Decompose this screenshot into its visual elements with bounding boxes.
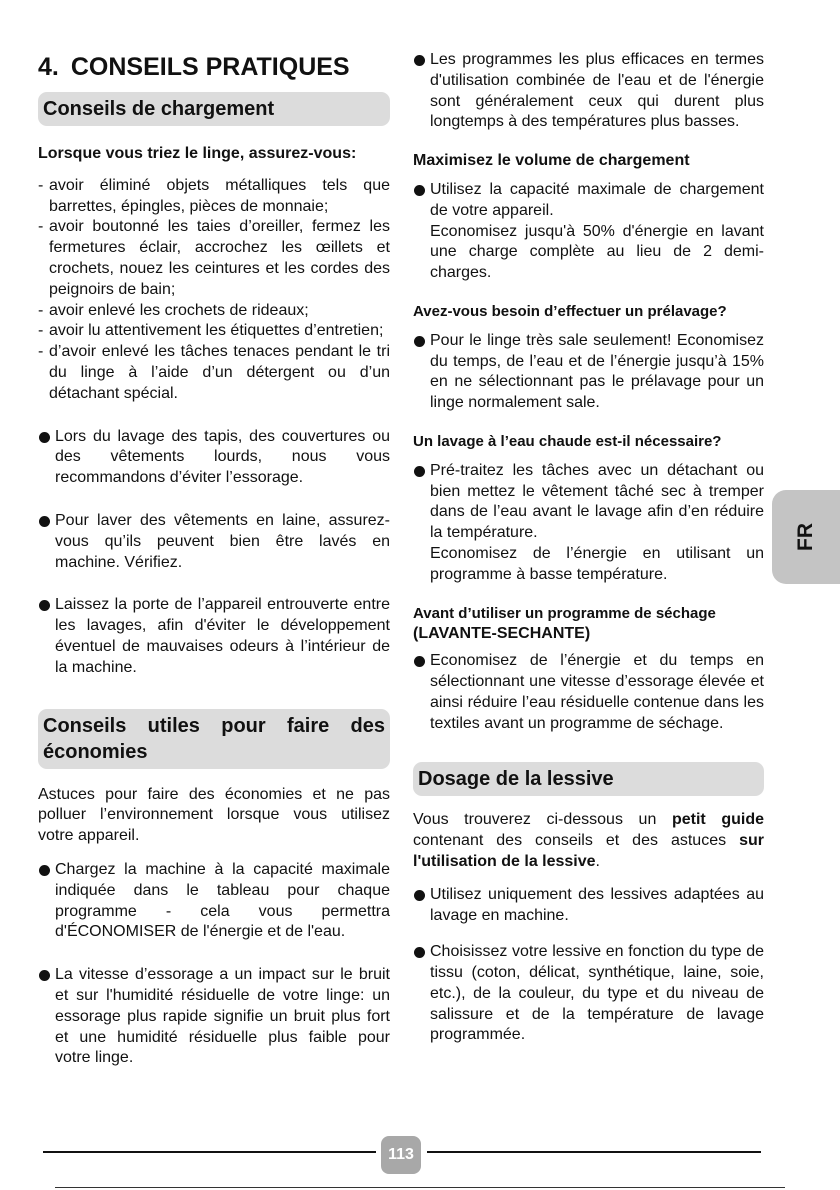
section-heading-chargement: Conseils de chargement xyxy=(38,92,390,126)
sechage-heading-sub: (LAVANTE-SECHANTE) xyxy=(413,625,591,643)
list-item: - avoir éliminé objets métalliques tels que barrettes, épingles, pièces de monnaie; xyxy=(38,176,390,218)
dosage-intro-text: . xyxy=(595,852,600,870)
bullet-item xyxy=(413,331,764,414)
title-text: CONSEILS PRATIQUES xyxy=(70,53,350,81)
dosage-intro-text: Vous trouverez ci-dessous un xyxy=(413,811,672,829)
bullet-dot-icon xyxy=(414,947,425,958)
bullet-text: Chargez la machine à la capacité maximale indiquée dans le tableau pour chaque programme - cela vous permettra d'ÉCONOMISER de l'énergie et de l'eau. xyxy=(55,860,390,941)
dosage-intro-bold: petit guide xyxy=(671,811,764,829)
bullet-text: Economisez de l’énergie en utilisant un programme à basse température. xyxy=(430,544,764,583)
footer-line-left xyxy=(43,1151,376,1153)
list-item: - avoir boutonné les taies d’oreiller, fermez les fermetures éclair, accrochez les œillets et crochets, nouez les ceintures et les cordes des peignoirs de bain; xyxy=(38,217,390,300)
dosage-intro-bold: sur l'utilisation de la lessive xyxy=(413,832,764,870)
bullet-text: Pré-traitez les tâches avec un détachant ou bien mettez le vêtement tâché sec à tremper dans de l’eau avant le lavage afin d’en réduire la température. xyxy=(430,461,764,542)
volume-heading: Maximisez le volume de chargement xyxy=(413,152,690,170)
title-number: 4. xyxy=(38,53,59,81)
bullet-dot-icon xyxy=(39,432,50,443)
bottom-rule xyxy=(55,1187,785,1188)
bullet-dot-icon xyxy=(414,185,425,196)
footer-line-right xyxy=(427,1151,761,1153)
bullet-dot-icon xyxy=(414,466,425,477)
bullet-dot-icon xyxy=(39,600,50,611)
section-heading-dosage: Dosage de la lessive xyxy=(413,762,764,796)
bullet-text: Economisez de l’énergie et du temps en sélectionnant une vitesse d’essorage élevée et ainsi réduire l’eau résiduelle contenue dans les textiles avant un programme de séchage. xyxy=(430,652,764,732)
list-item: - avoir lu attentivement les étiquettes d’entretien; xyxy=(38,321,390,342)
prelavage-heading: Avez-vous besoin d’effectuer un prélavage? xyxy=(413,302,727,320)
list-item: - d’avoir enlevé les tâches tenaces pendant le tri du linge à l’aide d’un détergent ou d’un détachant spécial. xyxy=(38,342,390,404)
dosage-intro xyxy=(413,810,764,872)
bullet-dot-icon xyxy=(39,970,50,981)
bullet-dot-icon xyxy=(39,516,50,527)
bullet-text: Laissez la porte de l’appareil entrouverte entre les lavages, afin d'éviter le développement éventuel de mauvaises odeurs à l’intérieur de la machine. xyxy=(55,596,390,676)
bullet-dot-icon xyxy=(414,656,425,667)
section-heading-economies: Conseils utiles pour faire des économies xyxy=(38,709,390,769)
chargement-intro: Lorsque vous triez le linge, assurez-vous: xyxy=(38,145,357,162)
bullet-text: Economisez jusqu'à 50% d'énergie en lavant une charge complète au lieu de 2 demi-charges. xyxy=(430,222,764,282)
bullet-item xyxy=(413,461,764,586)
bullet-dot-icon xyxy=(414,55,425,66)
bullet-item xyxy=(38,595,390,678)
bullet-item xyxy=(38,427,390,489)
dosage-intro-text: contenant des conseils et des astuces xyxy=(413,832,740,850)
bullet-dot-icon xyxy=(414,336,425,347)
eau-chaude-heading: Un lavage à l’eau chaude est-il nécessaire? xyxy=(413,432,722,450)
right-column xyxy=(413,50,764,1046)
language-tab xyxy=(772,490,840,584)
bullet-text: Utilisez la capacité maximale de chargement de votre appareil. xyxy=(430,180,764,219)
sechage-heading: Avant d’utiliser un programme de séchage xyxy=(413,604,716,622)
list-item: - avoir enlevé les crochets de rideaux; xyxy=(38,301,390,322)
page-number: 113 xyxy=(381,1136,421,1174)
left-column xyxy=(38,50,390,1069)
bullet-text: Pour laver des vêtements en laine, assurez-vous qu’ils peuvent bien être lavés en machine. Vérifiez. xyxy=(55,511,390,571)
bullet-text: Choisissez votre lessive en fonction du type de tissu (coton, délicat, synthétique, laine, soie, etc.), de la couleur, du type et du niveau de salissure et de la température de lavage programmée. xyxy=(430,943,764,1044)
bullet-item xyxy=(413,180,764,284)
economies-intro: Astuces pour faire des économies et ne pas polluer l’environnement lorsque vous utilisez votre appareil. xyxy=(38,785,390,845)
bullet-item xyxy=(413,651,764,734)
bullet-text: Lors du lavage des tapis, des couvertures ou des vêtements lourds, nous vous recommandons d’éviter l’essorage. xyxy=(55,427,390,487)
language-tab-label: FR xyxy=(794,523,817,551)
bullet-item xyxy=(413,50,764,133)
bullet-text: La vitesse d’essorage a un impact sur le bruit et sur l'humidité résiduelle de votre linge: un essorage plus rapide signifie un bruit plus fort et une humidité résiduelle plus faible pour votre linge. xyxy=(55,966,390,1067)
bullet-item xyxy=(38,860,390,943)
bullet-item xyxy=(38,965,390,1069)
chargement-checklist xyxy=(38,176,390,405)
page-title xyxy=(38,52,390,82)
bullet-dot-icon xyxy=(39,865,50,876)
bullet-item xyxy=(413,942,764,1046)
bullet-item xyxy=(38,511,390,573)
bullet-text: Pour le linge très sale seulement! Economisez du temps, de l’eau et de l’énergie jusqu’à 15% en ne sélectionnant pas le prélavage pour un linge normalement sale. xyxy=(430,331,764,412)
bullet-text: Utilisez uniquement des lessives adaptées au lavage en machine. xyxy=(430,885,764,924)
bullet-item xyxy=(413,885,764,927)
bullet-text: Les programmes les plus efficaces en termes d'utilisation combinée de l'eau et de l'énergie sont généralement ceux qui durent plus longtemps à des températures plus basses. xyxy=(430,51,764,131)
bullet-dot-icon xyxy=(414,890,425,901)
